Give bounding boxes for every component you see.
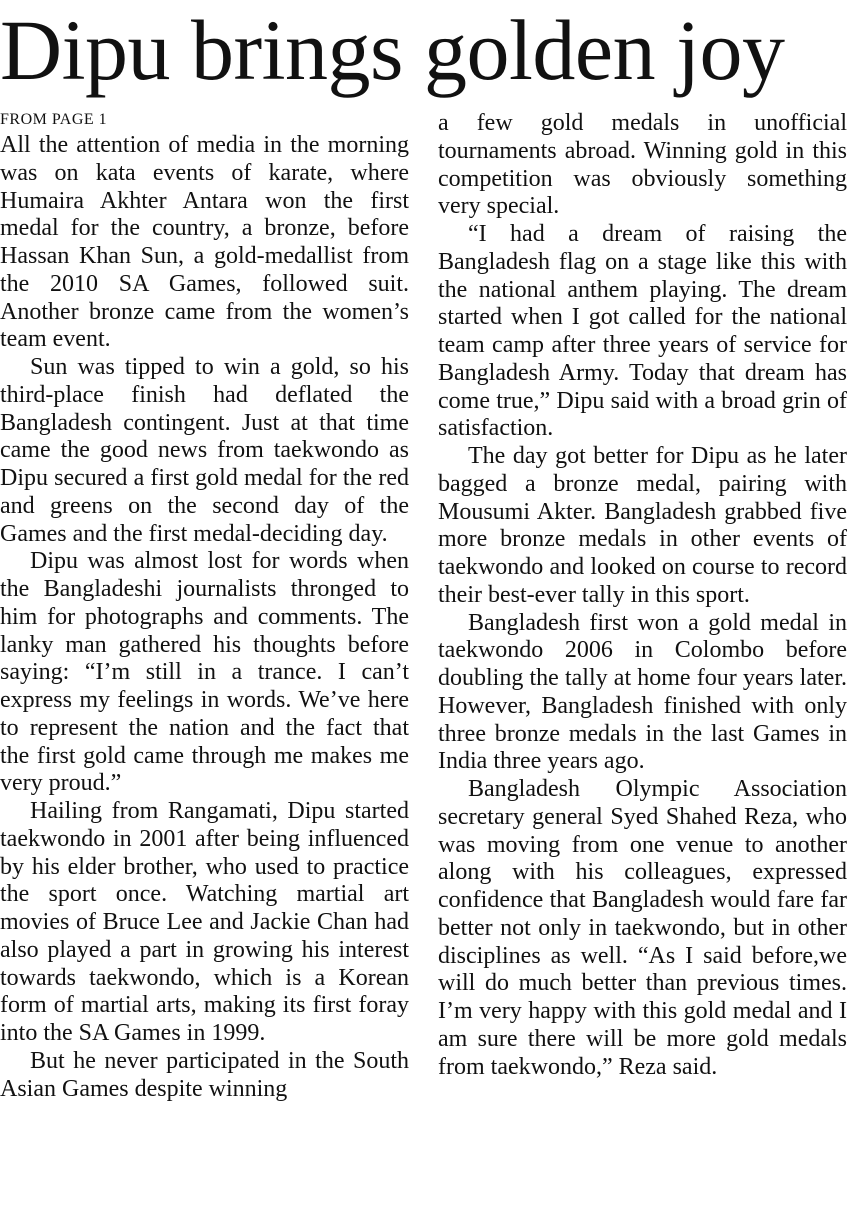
paragraph: The day got better for Dipu as he later bagged a bronze medal, pairing with Mousumi Akter. Bangladesh grabbed five more bronze medals in other events of taekwondo and looked on course to record their best-ever tally in this sport. [438,443,847,608]
article-column-left [0,132,409,1103]
paragraph: “I had a dream of raising the Bangladesh flag on a stage like this with the national anthem playing. The dream started when I got called for the national team camp after three years of service for Bangladesh Army. Today that dream has come true,” Dipu said with a broad grin of satisfaction. [438,221,847,442]
paragraph: Sun was tipped to win a gold, so his third-place finish had deflated the Bangladesh contingent. Just at that time came the good news from taekwondo as Dipu secured a first gold medal for the red and greens on the second day of the Games and the first medal-deciding day. [0,354,409,547]
paragraph: Bangladesh Olympic Association secretary general Syed Shahed Reza, who was moving from one venue to another along with his colleagues, expressed confidence that Bangladesh would fare far better not only in taekwondo, but in other disciplines as well. “As I said before,we will do much better than previous times. I’m very happy with this gold medal and I am sure there will be more gold medals from taekwondo,” Reza said. [438,776,847,1080]
paragraph: Bangladesh first won a gold medal in taekwondo 2006 in Colombo before doubling the tally at home four years later. However, Bangladesh finished with only three bronze medals in the last Games in India three years ago. [438,609,847,775]
article-column-right [438,110,847,1081]
article-headline: Dipu brings golden joy [0,2,785,98]
paragraph: Hailing from Rangamati, Dipu started taekwondo in 2001 after being influenced by his elder brother, who used to practice the sport once. Watching martial art movies of Bruce Lee and Jackie Chan had also played a part in growing his interest towards taekwondo, which is a Korean form of martial arts, making its first foray into the SA Games in 1999. [0,798,409,1046]
continuation-kicker: FROM PAGE 1 [0,111,108,128]
paragraph: But he never participated in the South Asian Games despite winning [0,1047,409,1102]
paragraph: All the attention of media in the morning was on kata events of karate, where Humaira Akhter Antara won the first medal for the country, a bronze, before Hassan Khan Sun, a gold-medallist from the 2010 SA Games, followed suit. Another bronze came from the women’s team event. [0,132,409,353]
paragraph: a few gold medals in unofficial tournaments abroad. Winning gold in this competition was obviously something very special. [438,110,847,220]
paragraph: Dipu was almost lost for words when the Bangladeshi journalists thronged to him for photographs and comments. The lanky man gathered his thoughts before saying: “I’m still in a trance. I can’t express my feelings in words. We’ve here to represent the nation and the fact that the first gold came through me makes me very proud.” [0,548,409,797]
